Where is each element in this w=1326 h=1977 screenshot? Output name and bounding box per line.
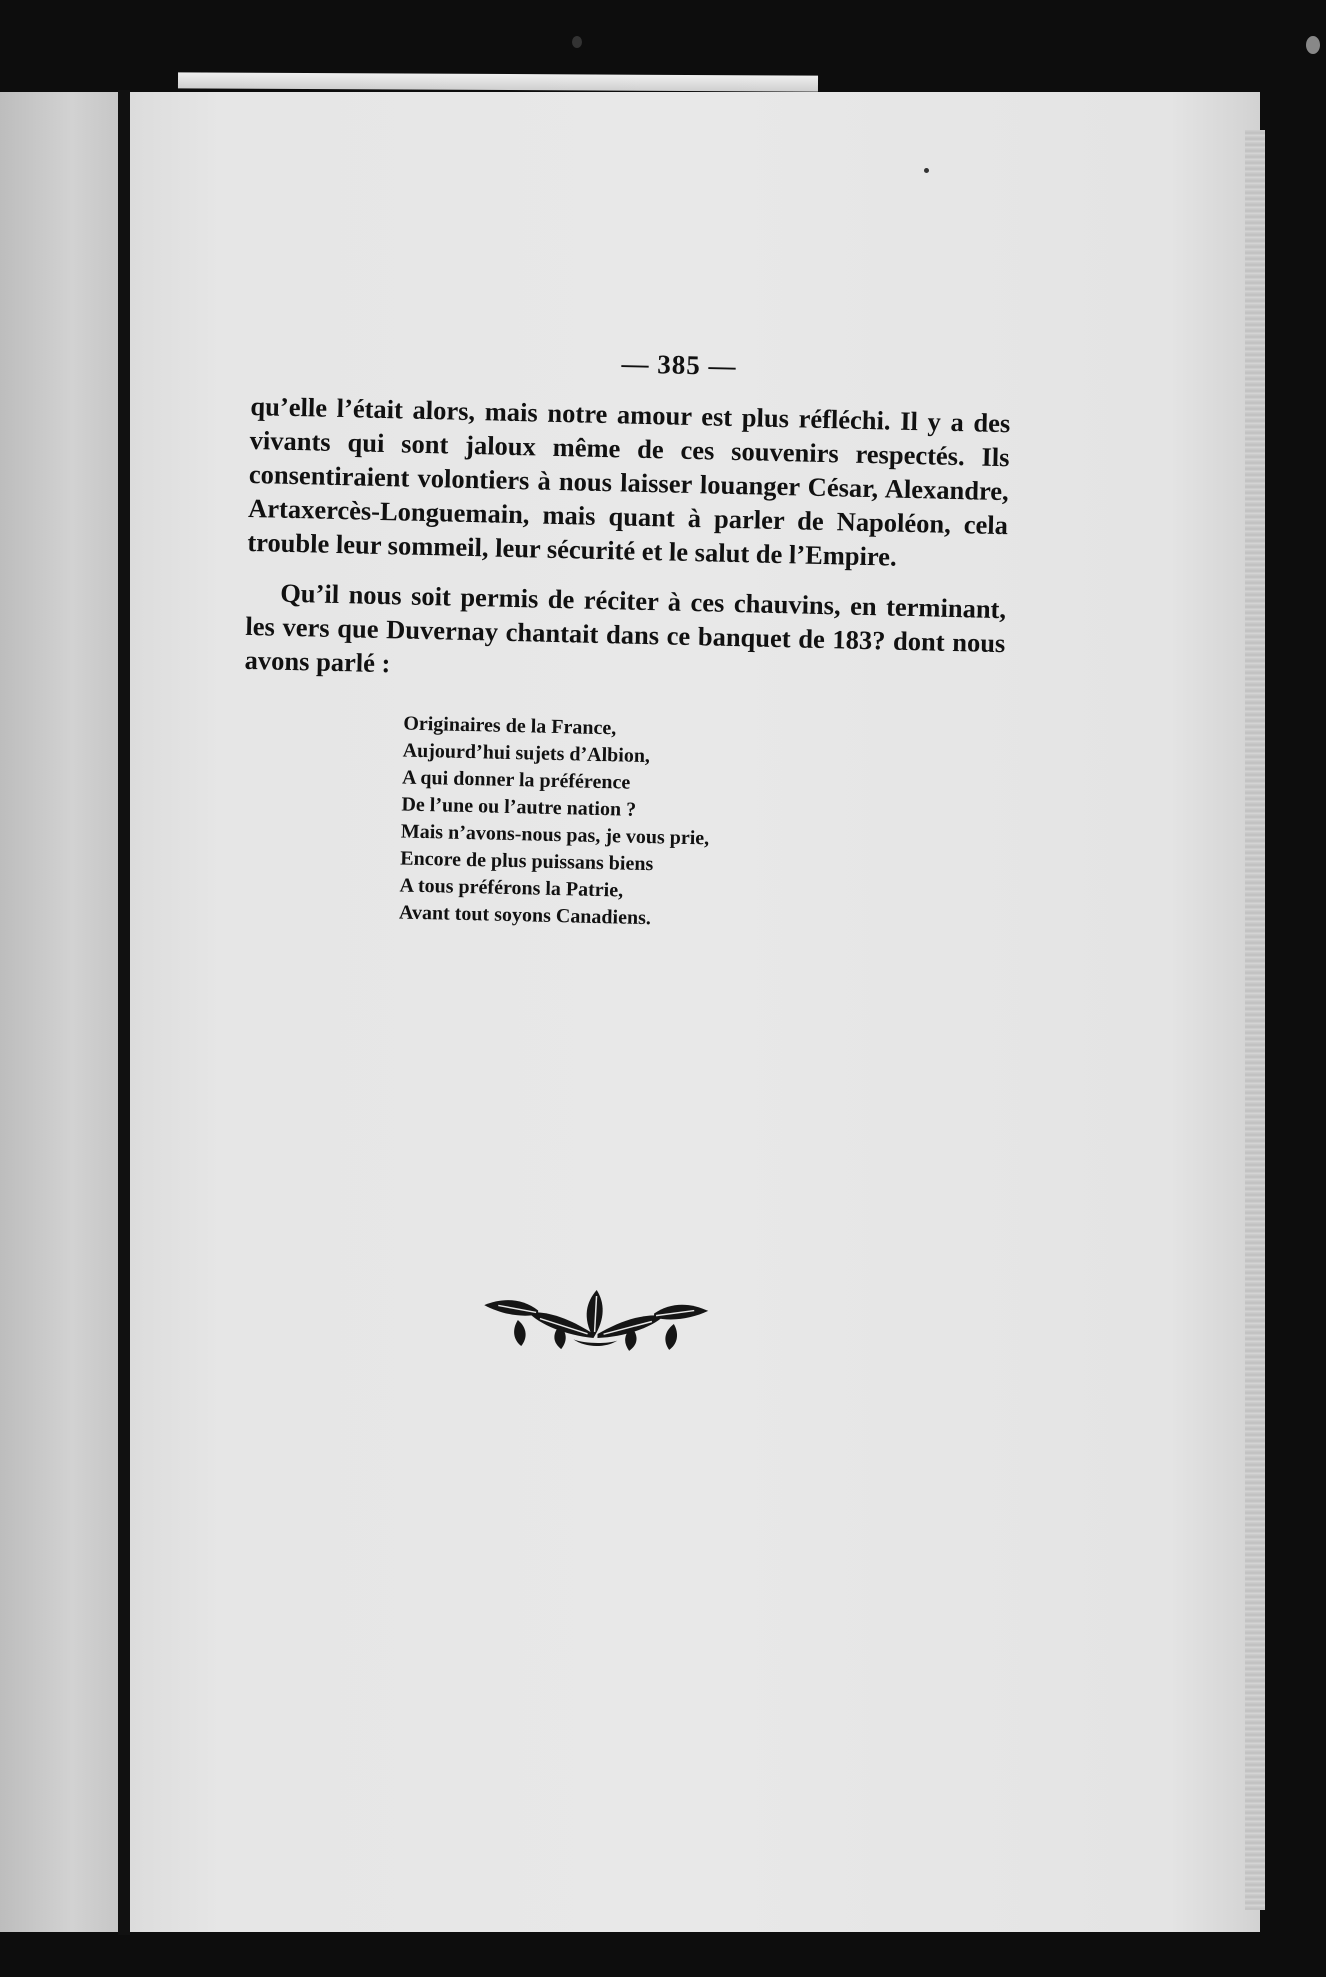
- poem-line: De l’une ou l’autre nation ?: [401, 793, 637, 821]
- poem-line: A qui donner la préférence: [401, 766, 631, 794]
- poem-line: Originaires de la France,: [403, 712, 617, 740]
- poem-line: Encore de plus puissans biens: [400, 847, 654, 876]
- paper-strip: [178, 72, 818, 91]
- page-stack-edge: [1245, 130, 1265, 1910]
- paragraph-1: qu’elle l’était alors, mais notre amour est plus réfléchi. Il y a des vivants qui sont jaloux même de ces souvenirs respectés. Ils consentiraient volontiers à nous laisser louanger César, Alexandre, Artaxercès-Longuemain, mais quant à parler de Napoléon, cela trouble leur sommeil, leur sécurité et le salut de l’Empire.: [247, 390, 1011, 572]
- poem-line: Aujourd’hui sujets d’Albion,: [402, 739, 651, 768]
- facing-page-edge: [0, 92, 120, 1932]
- book-gutter: [118, 90, 130, 1935]
- poem-line: Avant tout soyons Canadiens.: [398, 901, 652, 930]
- scan-speck: [1306, 36, 1320, 54]
- paragraph-2: Qu’il nous soit permis de réciter à ces chauvins, en terminant, les vers que Duvernay chantait dans ce banquet de 183? dont nous avons parlé :: [244, 577, 1007, 679]
- scan-speck: [924, 168, 929, 173]
- page-number: — 385 —: [621, 348, 737, 381]
- page-text: [239, 340, 1012, 940]
- poem-line: Mais n’avons-nous pas, je vous prie,: [400, 820, 710, 850]
- scan-speck: [572, 36, 582, 48]
- poem: [399, 711, 1004, 941]
- poem-line: A tous préférons la Patrie,: [399, 874, 624, 902]
- floral-ornament-icon: [477, 1279, 715, 1355]
